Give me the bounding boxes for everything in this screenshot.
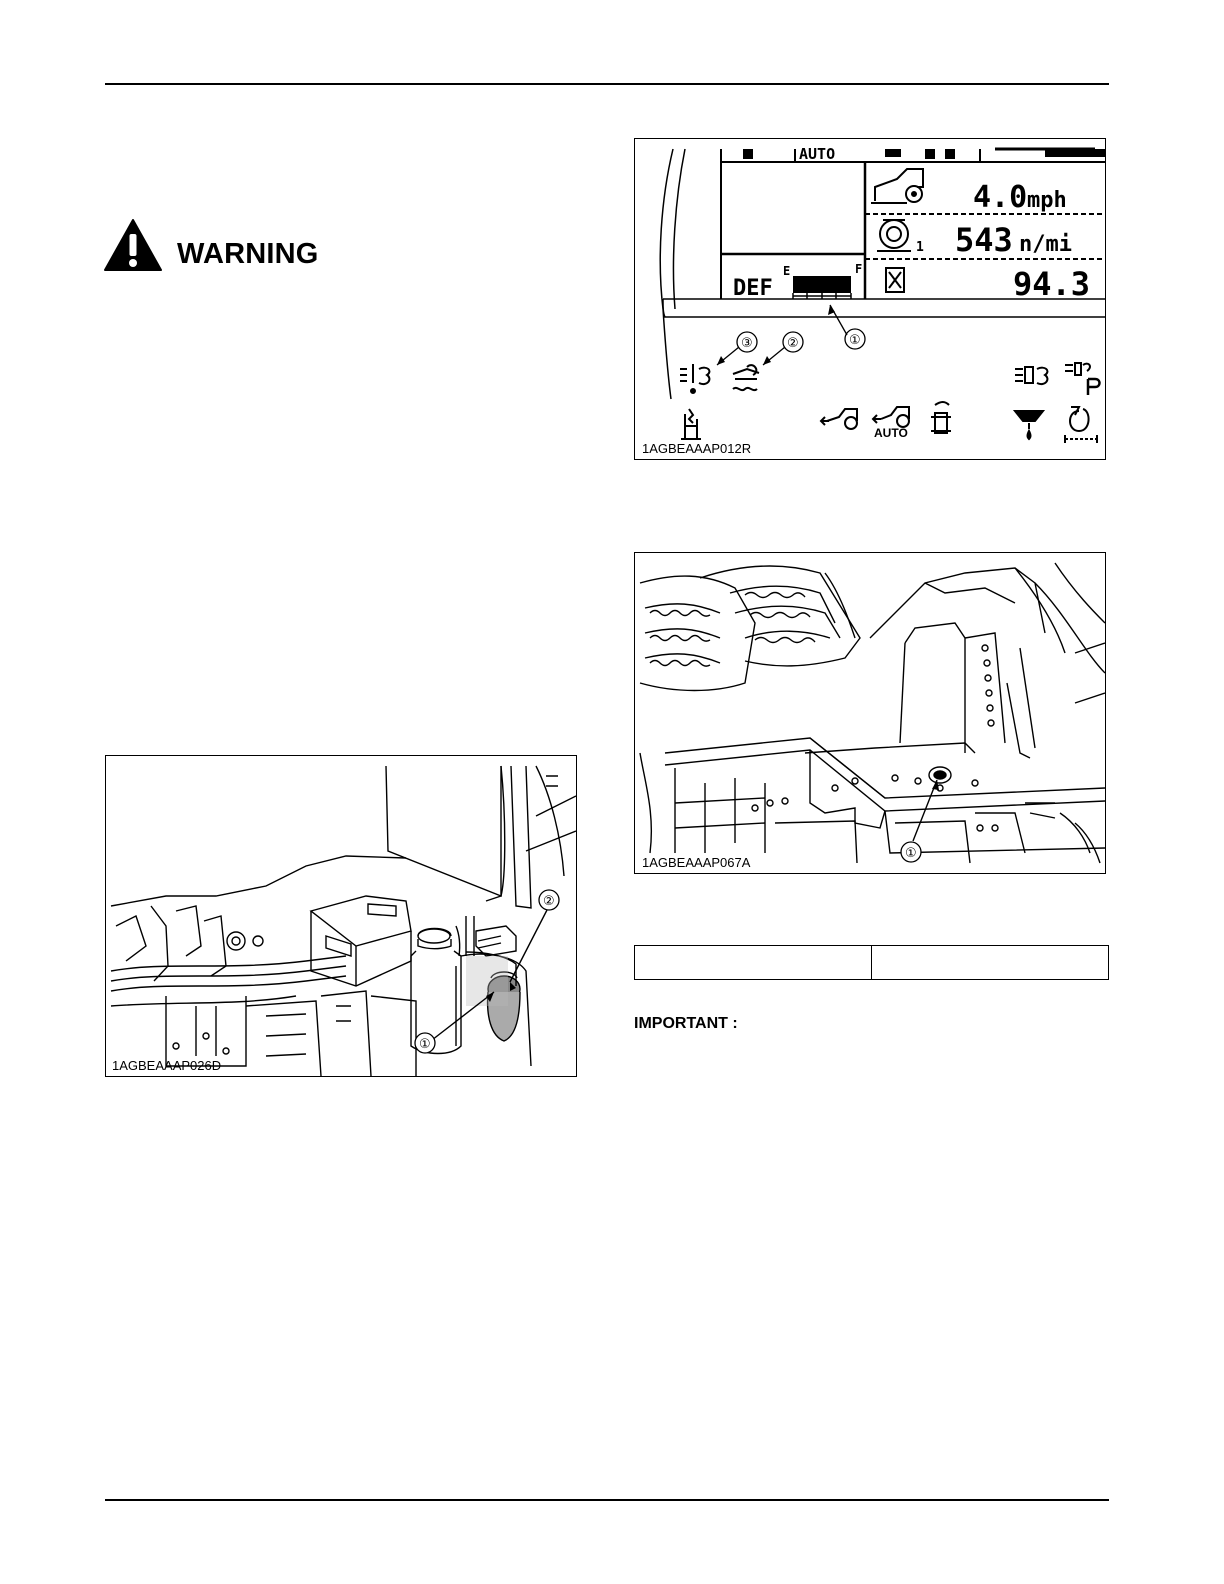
lcd-speed-value: 4.0 bbox=[973, 180, 1028, 215]
callout-2: ② bbox=[543, 894, 555, 909]
warning-block bbox=[103, 218, 363, 272]
hour-meter-icon bbox=[886, 268, 904, 292]
seat-switch-icon bbox=[681, 409, 701, 439]
gauge-empty-label: E bbox=[783, 264, 791, 278]
oil-pressure-icon bbox=[1015, 411, 1043, 439]
spec-table-cell bbox=[872, 946, 1109, 980]
figure-def-tank bbox=[105, 755, 577, 1077]
callout-1: ① bbox=[419, 1037, 431, 1052]
tank-illustration bbox=[106, 756, 577, 1077]
lcd-speed-unit: mph bbox=[1027, 188, 1067, 213]
gauge-full-label: F bbox=[855, 262, 863, 276]
lcd-pto-unit: n/mi bbox=[1019, 232, 1072, 257]
callout-3: ③ bbox=[741, 336, 753, 351]
lcd-pto-value: 543 bbox=[955, 221, 1013, 259]
figure-display bbox=[634, 138, 1106, 460]
pto-speed-icon bbox=[877, 220, 911, 251]
auto-icon-label: AUTO bbox=[874, 426, 908, 440]
tractor-auto-icon bbox=[873, 407, 909, 427]
important-label: IMPORTANT : bbox=[634, 1015, 738, 1032]
pto-engaged-icon bbox=[1065, 407, 1097, 443]
tractor-speed-icon bbox=[871, 169, 923, 203]
callout-1: ① bbox=[849, 333, 861, 348]
figure-code: 1AGBEAAAP026D bbox=[112, 1058, 222, 1073]
drain-illustration bbox=[635, 553, 1106, 874]
callout-1: ① bbox=[905, 846, 917, 861]
regeneration-icon bbox=[1015, 367, 1047, 384]
figure-drain bbox=[634, 552, 1106, 874]
lcd-def-label: DEF bbox=[733, 276, 773, 301]
footer-rule bbox=[105, 1499, 1109, 1501]
lcd-auto-label: AUTO bbox=[799, 145, 836, 163]
four-wheel-drive-icon bbox=[931, 402, 951, 433]
warning-triangle-icon bbox=[103, 218, 163, 272]
parked-regeneration-icon bbox=[1065, 363, 1100, 395]
header-rule bbox=[105, 83, 1109, 85]
callout-2: ② bbox=[787, 336, 799, 351]
def-level-icon bbox=[733, 365, 759, 390]
tractor-reverse-icon bbox=[821, 409, 857, 429]
lcd-pto-subscript: 1 bbox=[916, 240, 924, 255]
exhaust-filter-icon bbox=[680, 364, 709, 393]
spec-table-cell bbox=[635, 946, 872, 980]
figure-code: 1AGBEAAAP012R bbox=[642, 441, 752, 456]
spec-table bbox=[634, 945, 1109, 980]
warning-title: WARNING bbox=[177, 238, 319, 270]
display-illustration bbox=[635, 139, 1106, 460]
figure-code: 1AGBEAAAP067A bbox=[642, 855, 751, 870]
lcd-hours-value: 94.3 bbox=[1013, 265, 1091, 303]
